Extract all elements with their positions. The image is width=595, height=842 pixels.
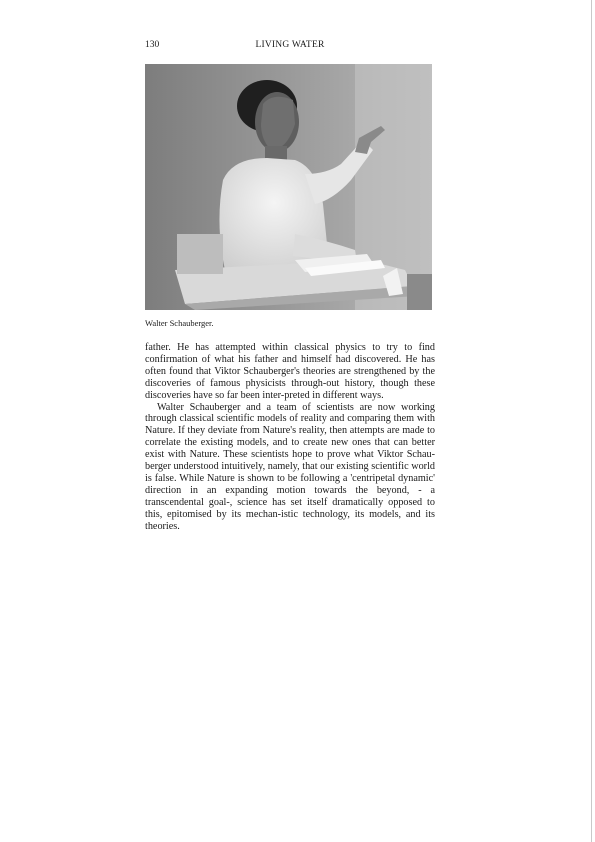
page-edge xyxy=(591,0,592,842)
figure-caption: Walter Schauberger. xyxy=(145,318,214,328)
running-title: LIVING WATER xyxy=(255,40,325,50)
running-header xyxy=(145,38,435,52)
portrait-photo xyxy=(145,64,432,310)
paragraph-2: Walter Schauberger and a team of scientists are now working through classical scientific models of reality and comparing them with Nature. If they deviate from Nature's reality, then attempts are made to correlate the existing models, and to create new ones that can better exist with Nature. These scientists hope to prove what Viktor Schau-berger understood intuitively, namely, that our existing scientific world is false. While Nature is shown to be following a 'centripetal dynamic' direction in an expanding motion towards the beyond, - a transcendental goal-, science has set itself dramatically opposed to this, epitomised by its mechan-istic technology, its models, and its theories. xyxy=(145,401,435,532)
body-text xyxy=(145,342,435,533)
paragraph-1: father. He has attempted within classical physics to try to find confirmation of what his father and himself had discovered. He has often found that Viktor Schauberger's theories are strengthened by the discoveries of famous physicists through-out history, though these discoveries have so far been inter-preted in different ways. xyxy=(145,342,435,401)
page-number: 130 xyxy=(145,40,160,50)
